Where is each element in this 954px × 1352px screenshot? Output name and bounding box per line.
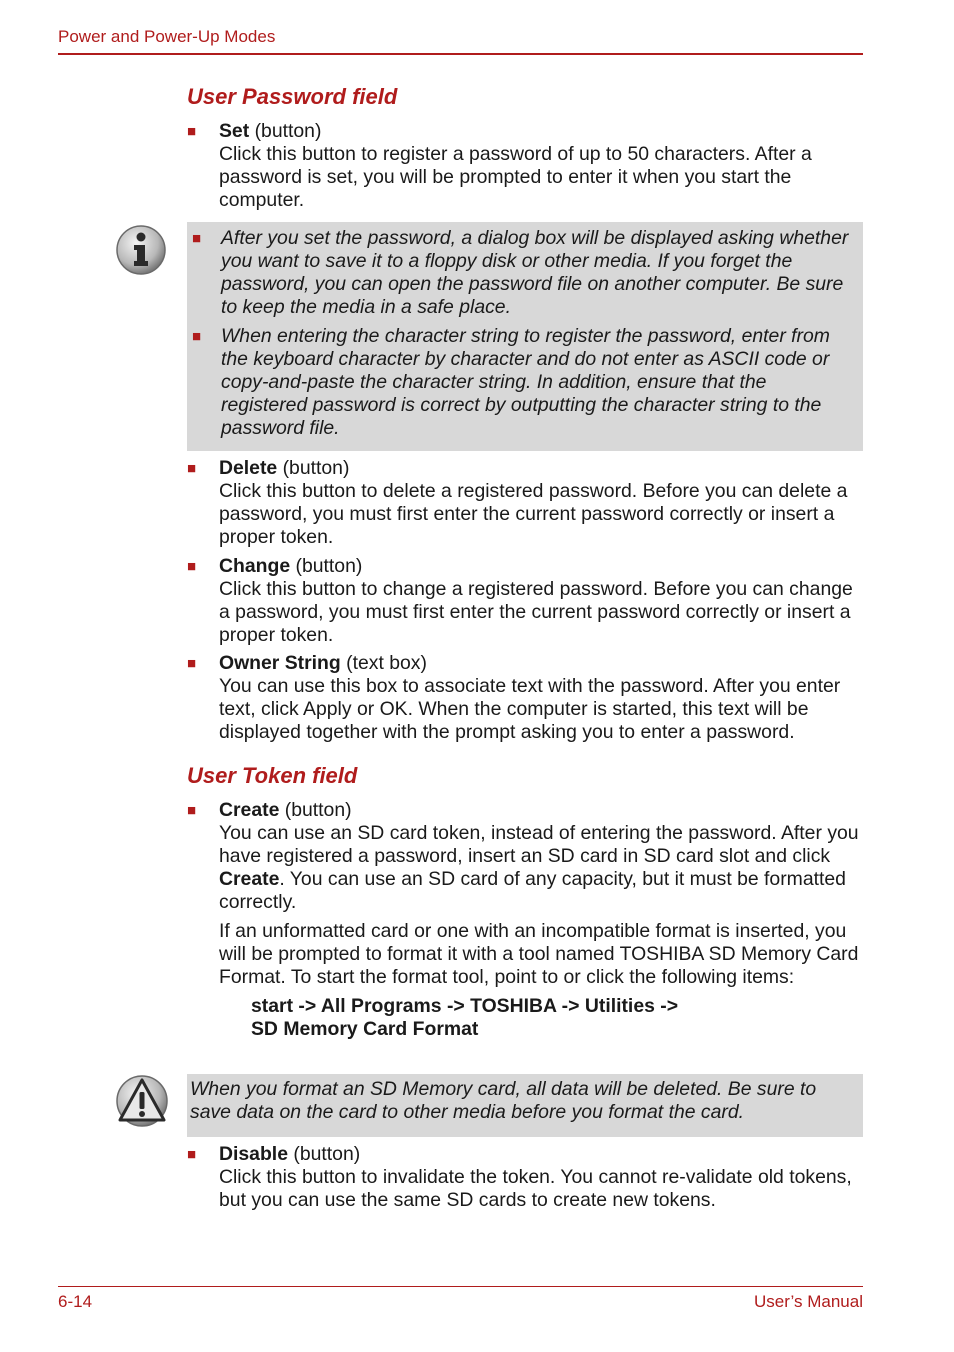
warning-note [187, 1074, 863, 1137]
bullet-icon: ■ [187, 655, 197, 672]
info-icon [115, 224, 167, 276]
header-rule [58, 53, 863, 55]
list-item-create [187, 799, 863, 1041]
warning-icon [115, 1074, 169, 1128]
item-description-disable: Click this button to invalidate the token. You cannot re-validate old tokens, but you can use the same SD cards to create new tokens. [219, 1166, 852, 1211]
item-suffix: (button) [249, 120, 322, 142]
list-item-set [187, 120, 863, 212]
list-item-delete [187, 457, 863, 549]
menu-path: start -> All Programs -> TOSHIBA -> Utilities -> SD Memory Card Format [251, 995, 679, 1040]
item-description-set: Click this button to register a password of up to 50 characters. After a password is set, you will be prompted to enter it when you start the computer. [219, 143, 812, 211]
footer-rule [58, 1286, 863, 1287]
bullet-icon: ■ [187, 802, 197, 819]
item-title-create: Create [219, 799, 280, 821]
item-description-create: You can use an SD card token, instead of entering the password. After you have registered a password, insert an SD card in SD card slot and click Create. You can use an SD card of any capacity, but it must be formatted correctly. [219, 822, 859, 913]
item-suffix: (button) [290, 555, 363, 577]
item-description-change: Click this button to change a registered password. Before you can change a password, you must first enter the current password correctly or insert a proper token. [219, 578, 853, 646]
list-item-disable [187, 1143, 863, 1212]
bullet-icon: ■ [187, 1146, 197, 1163]
list-item-owner-string [187, 652, 863, 744]
bullet-icon: ■ [187, 460, 197, 477]
running-header: Power and Power-Up Modes [58, 27, 276, 46]
item-title-disable: Disable [219, 1143, 288, 1165]
bullet-icon: ■ [192, 328, 202, 345]
info-note [187, 222, 863, 451]
item-suffix: (button) [279, 799, 352, 821]
bullet-icon: ■ [192, 230, 202, 247]
item-title-set: Set [219, 120, 250, 142]
bullet-icon: ■ [187, 123, 197, 140]
item-suffix: (button) [287, 1143, 361, 1165]
item-suffix: (button) [277, 457, 350, 479]
note-item: ■ After you set the password, a dialog box will be displayed asking whether you want to save it to a floppy disk or other media. If you forget the password, you can open the password file on another computer. Be sure to keep the media in a safe place. [192, 227, 849, 318]
section-heading-user-password: User Password field [187, 84, 398, 109]
list-item-change [187, 555, 863, 647]
item-title-owner-string: Owner String [219, 652, 341, 674]
section-heading-user-token: User Token field [187, 763, 358, 788]
manual-title: User’s Manual [754, 1292, 863, 1311]
bullet-icon: ■ [187, 558, 197, 575]
item-title-delete: Delete [219, 457, 278, 479]
item-description-delete: Click this button to delete a registered password. Before you can delete a password, you must first enter the current password correctly or insert a proper token. [219, 480, 848, 548]
item-description-create-format: If an unformatted card or one with an incompatible format is inserted, you will be prompted to format it with a tool named TOSHIBA SD Memory Card Format. To start the format tool, point to or click the following items: [219, 920, 859, 988]
page-number: 6-14 [58, 1292, 93, 1311]
warning-text: When you format an SD Memory card, all data will be deleted. Be sure to save data on the card to other media before you format the card. [190, 1078, 817, 1123]
item-title-change: Change [219, 555, 291, 577]
item-suffix: (text box) [340, 652, 427, 674]
item-description-owner-string: You can use this box to associate text with the password. After you enter text, click Apply or OK. When the computer is started, this text will be displayed together with the prompt asking you to enter a password. [219, 675, 841, 743]
note-item: ■ When entering the character string to register the password, enter from the keyboard character by character and do not enter as ASCII code or copy-and-paste the character string. In addition, ensure that the registered password is correct by outputting the character string to the password file. [192, 325, 830, 439]
